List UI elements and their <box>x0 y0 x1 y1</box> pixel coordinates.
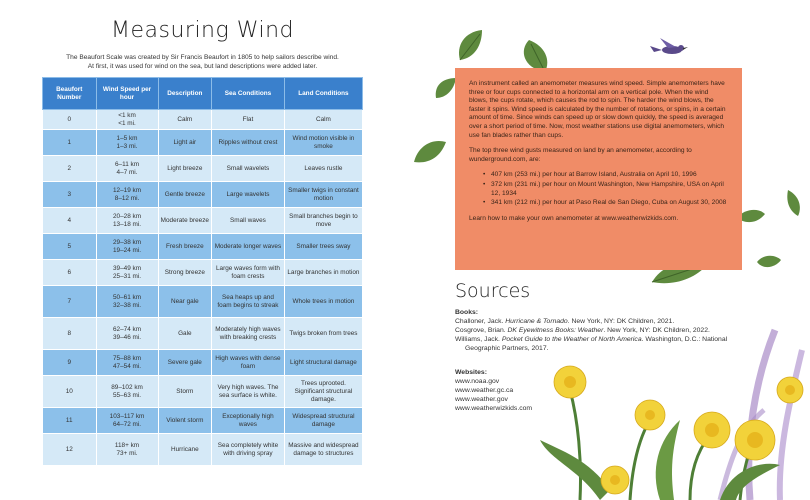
cell-wind-speed <box>96 318 158 350</box>
cell-beaufort-number: 7 <box>43 286 97 318</box>
speed-km: 12–19 km <box>112 186 142 194</box>
website-link[interactable]: www.noaa.gov <box>455 378 500 385</box>
cell-description: Near gale <box>158 286 212 318</box>
cell-beaufort-number: 8 <box>43 318 97 350</box>
leaf-icon <box>412 136 448 166</box>
cell-sea-conditions: Flat <box>212 110 285 130</box>
dandelion-flowers-illustration <box>540 320 810 500</box>
book-author: Williams, Jack. <box>455 336 502 343</box>
cell-wind-speed <box>96 408 158 434</box>
websites-heading: Websites: <box>455 369 487 376</box>
speed-km: 20–28 km <box>112 212 142 220</box>
book-title: Pocket Guide to the Weather of North America <box>501 336 642 343</box>
cell-description: Fresh breeze <box>158 234 212 260</box>
sources-title: Sources <box>455 280 531 302</box>
table-row <box>43 110 363 130</box>
cell-beaufort-number: 11 <box>43 408 97 434</box>
book-author: Challoner, Jack. <box>455 318 506 325</box>
intro-line-1: The Beaufort Scale was created by Sir Francis Beaufort in 1805 to help sailors describe wind. <box>66 54 339 61</box>
speed-km: 50–61 km <box>112 293 142 301</box>
header-land-conditions: Land Conditions <box>284 78 362 110</box>
cell-description: Gentle breeze <box>158 182 212 208</box>
speed-km: 89–102 km <box>111 383 143 391</box>
table-row <box>43 156 363 182</box>
book-publisher: . New York, NY: DK Children, 2021. <box>567 318 675 325</box>
speed-mi: 4–7 mi. <box>116 168 138 176</box>
cell-description: Hurricane <box>158 434 212 466</box>
table-row <box>43 286 363 318</box>
header-beaufort-number: Beaufort Number <box>43 78 97 110</box>
cell-beaufort-number: 9 <box>43 350 97 376</box>
cell-sea-conditions: Moderately high waves with breaking crests <box>212 318 285 350</box>
cell-land-conditions: Smaller trees sway <box>284 234 362 260</box>
table-row <box>43 234 363 260</box>
page-title: Measuring Wind <box>111 18 294 43</box>
cell-sea-conditions: Moderate longer waves <box>212 234 285 260</box>
speed-mi: 1–3 mi. <box>116 142 138 150</box>
cell-sea-conditions: Ripples without crest <box>212 130 285 156</box>
cell-description: Violent storm <box>158 408 212 434</box>
website-link[interactable]: www.weather.gov <box>455 396 508 403</box>
cell-wind-speed <box>96 260 158 286</box>
speed-km: 39–49 km <box>112 264 142 272</box>
speed-km: 6–11 km <box>115 160 140 168</box>
list-item: • 372 km (231 mi.) per hour on Mount Washington, New Hampshire, USA on April 12, 1934 <box>483 181 728 198</box>
website-link[interactable]: www.weatherwizkids.com <box>455 405 533 412</box>
speed-km: 62–74 km <box>112 325 142 333</box>
table-row <box>43 260 363 286</box>
speed-km: 118+ km <box>114 441 140 449</box>
leaf-icon <box>784 188 804 218</box>
table-row <box>43 130 363 156</box>
speed-km: 75–88 km <box>112 354 142 362</box>
cell-land-conditions: Smaller twigs in constant motion <box>284 182 362 208</box>
speed-mi: 39–46 mi. <box>112 333 142 341</box>
cell-wind-speed <box>96 110 158 130</box>
cell-sea-conditions: Very high waves. The sea surface is white. <box>212 376 285 408</box>
speed-mi: 32–38 mi. <box>112 301 142 309</box>
cell-sea-conditions: Sea heaps up and foam begins to streak <box>212 286 285 318</box>
cell-description: Light breeze <box>158 156 212 182</box>
cell-sea-conditions: Sea completely white with driving spray <box>212 434 285 466</box>
cell-land-conditions: Leaves rustle <box>284 156 362 182</box>
table-body <box>43 110 363 466</box>
cell-beaufort-number: 2 <box>43 156 97 182</box>
table-row <box>43 376 363 408</box>
cell-description: Light air <box>158 130 212 156</box>
speed-mi: 8–12 mi. <box>114 194 140 202</box>
cell-wind-speed <box>96 434 158 466</box>
cell-land-conditions: Light structural damage <box>284 350 362 376</box>
cell-wind-speed <box>96 376 158 408</box>
bird-icon <box>650 38 692 60</box>
speed-mi: <1 mi. <box>118 119 136 127</box>
cell-wind-speed <box>96 182 158 208</box>
table-row <box>43 182 363 208</box>
cell-beaufort-number: 1 <box>43 130 97 156</box>
cell-sea-conditions: Small wavelets <box>212 156 285 182</box>
cell-wind-speed <box>96 350 158 376</box>
speed-mi: 55–63 mi. <box>112 391 142 399</box>
cell-land-conditions: Twigs broken from trees <box>284 318 362 350</box>
table-row <box>43 350 363 376</box>
cell-land-conditions: Calm <box>284 110 362 130</box>
cell-sea-conditions: Large waves form with foam crests <box>212 260 285 286</box>
table-row <box>43 208 363 234</box>
website-link[interactable]: www.weather.gc.ca <box>455 387 514 394</box>
cell-wind-speed <box>96 130 158 156</box>
leaf-icon <box>755 252 783 272</box>
cell-beaufort-number: 4 <box>43 208 97 234</box>
cell-sea-conditions: High waves with dense foam <box>212 350 285 376</box>
book-author: Cosgrove, Brian. <box>455 327 508 334</box>
header-wind-speed: Wind Speed per hour <box>96 78 158 110</box>
cell-description: Moderate breeze <box>158 208 212 234</box>
book-title: DK Eyewitness Books: Weather <box>507 327 604 334</box>
intro-line-2: At first, it was used for wind on the sea, but land descriptions were added later. <box>87 63 318 70</box>
table-header-row <box>43 78 363 110</box>
list-item: • 341 km (212 mi.) per hour at Paso Real de San Diego, Cuba on August 30, 2008 <box>483 199 728 208</box>
books-heading: Books: <box>455 309 479 316</box>
cell-beaufort-number: 3 <box>43 182 97 208</box>
cell-sea-conditions: Small waves <box>212 208 285 234</box>
info-paragraph-3: Learn how to make your own anemometer at www.weatherwizkids.com. <box>469 214 679 222</box>
anemometer-info-box <box>455 68 742 270</box>
header-description: Description <box>158 78 212 110</box>
cell-sea-conditions: Exceptionally high waves <box>212 408 285 434</box>
cell-land-conditions: Massive and widespread damage to structures <box>284 434 362 466</box>
cell-land-conditions: Large branches in motion <box>284 260 362 286</box>
info-paragraph-2: The top three wind gusts measured on land by an anemometer, according to wunderground.com, are: <box>469 147 692 163</box>
cell-wind-speed <box>96 208 158 234</box>
cell-wind-speed <box>96 156 158 182</box>
speed-mi: 73+ mi. <box>116 449 138 457</box>
header-sea-conditions: Sea Conditions <box>212 78 285 110</box>
cell-beaufort-number: 0 <box>43 110 97 130</box>
table-row <box>43 318 363 350</box>
wind-gust-list <box>483 171 728 207</box>
speed-km: 29–38 km <box>112 238 142 246</box>
cell-land-conditions: Whole trees in motion <box>284 286 362 318</box>
speed-mi: 47–54 mi. <box>112 362 142 370</box>
book-publisher: . New York, NY: DK Children, 2022. <box>603 327 710 334</box>
speed-mi: 13–18 mi. <box>112 220 142 228</box>
info-paragraph-1: An instrument called an anemometer measures wind speed. Simple anemometers have three or four cups connected to a horizontal arm on a vertical pole. When the wind blows, the cups rotate, which causes the rod to spin. The harder the wind blows, the faster it spins. Wind speed is calculated by the number of rotations, or spins, in a certain amount of time. Since winds can speed up or slow down quickly, the speed is averaged over a short period of time. Now, most weather stations use digital anemometers, which use fan blades rather than cups. <box>469 80 726 139</box>
cell-beaufort-number: 6 <box>43 260 97 286</box>
speed-km: 103–117 km <box>109 412 145 420</box>
cell-description: Severe gale <box>158 350 212 376</box>
cell-description: Strong breeze <box>158 260 212 286</box>
cell-description: Gale <box>158 318 212 350</box>
book-title: Hurricane & Tornado <box>505 318 568 325</box>
leaf-icon <box>452 26 492 66</box>
speed-mi: 25–31 mi. <box>112 272 142 280</box>
speed-km: 1–5 km <box>116 134 138 142</box>
speed-mi: 64–72 mi. <box>112 420 142 428</box>
table-row <box>43 408 363 434</box>
list-item: • 407 km (253 mi.) per hour at Barrow Island, Australia on April 10, 1996 <box>483 171 728 180</box>
cell-sea-conditions: Large wavelets <box>212 182 285 208</box>
cell-beaufort-number: 12 <box>43 434 97 466</box>
speed-km: <1 km <box>118 111 136 119</box>
cell-beaufort-number: 5 <box>43 234 97 260</box>
cell-land-conditions: Small branches begin to move <box>284 208 362 234</box>
cell-description: Storm <box>158 376 212 408</box>
cell-land-conditions: Wind motion visible in smoke <box>284 130 362 156</box>
cell-wind-speed <box>96 234 158 260</box>
cell-land-conditions: Widespread structural damage <box>284 408 362 434</box>
book-publisher: . Washington, D.C.: National Geographic Partners, 2017. <box>465 336 728 352</box>
cell-land-conditions: Trees uprooted. Significant structural damage. <box>284 376 362 408</box>
cell-wind-speed <box>96 286 158 318</box>
speed-mi: 19–24 mi. <box>112 246 142 254</box>
table-row <box>43 434 363 466</box>
beaufort-scale-table <box>42 77 363 466</box>
intro-text <box>30 53 375 71</box>
cell-beaufort-number: 10 <box>43 376 97 408</box>
cell-description: Calm <box>158 110 212 130</box>
